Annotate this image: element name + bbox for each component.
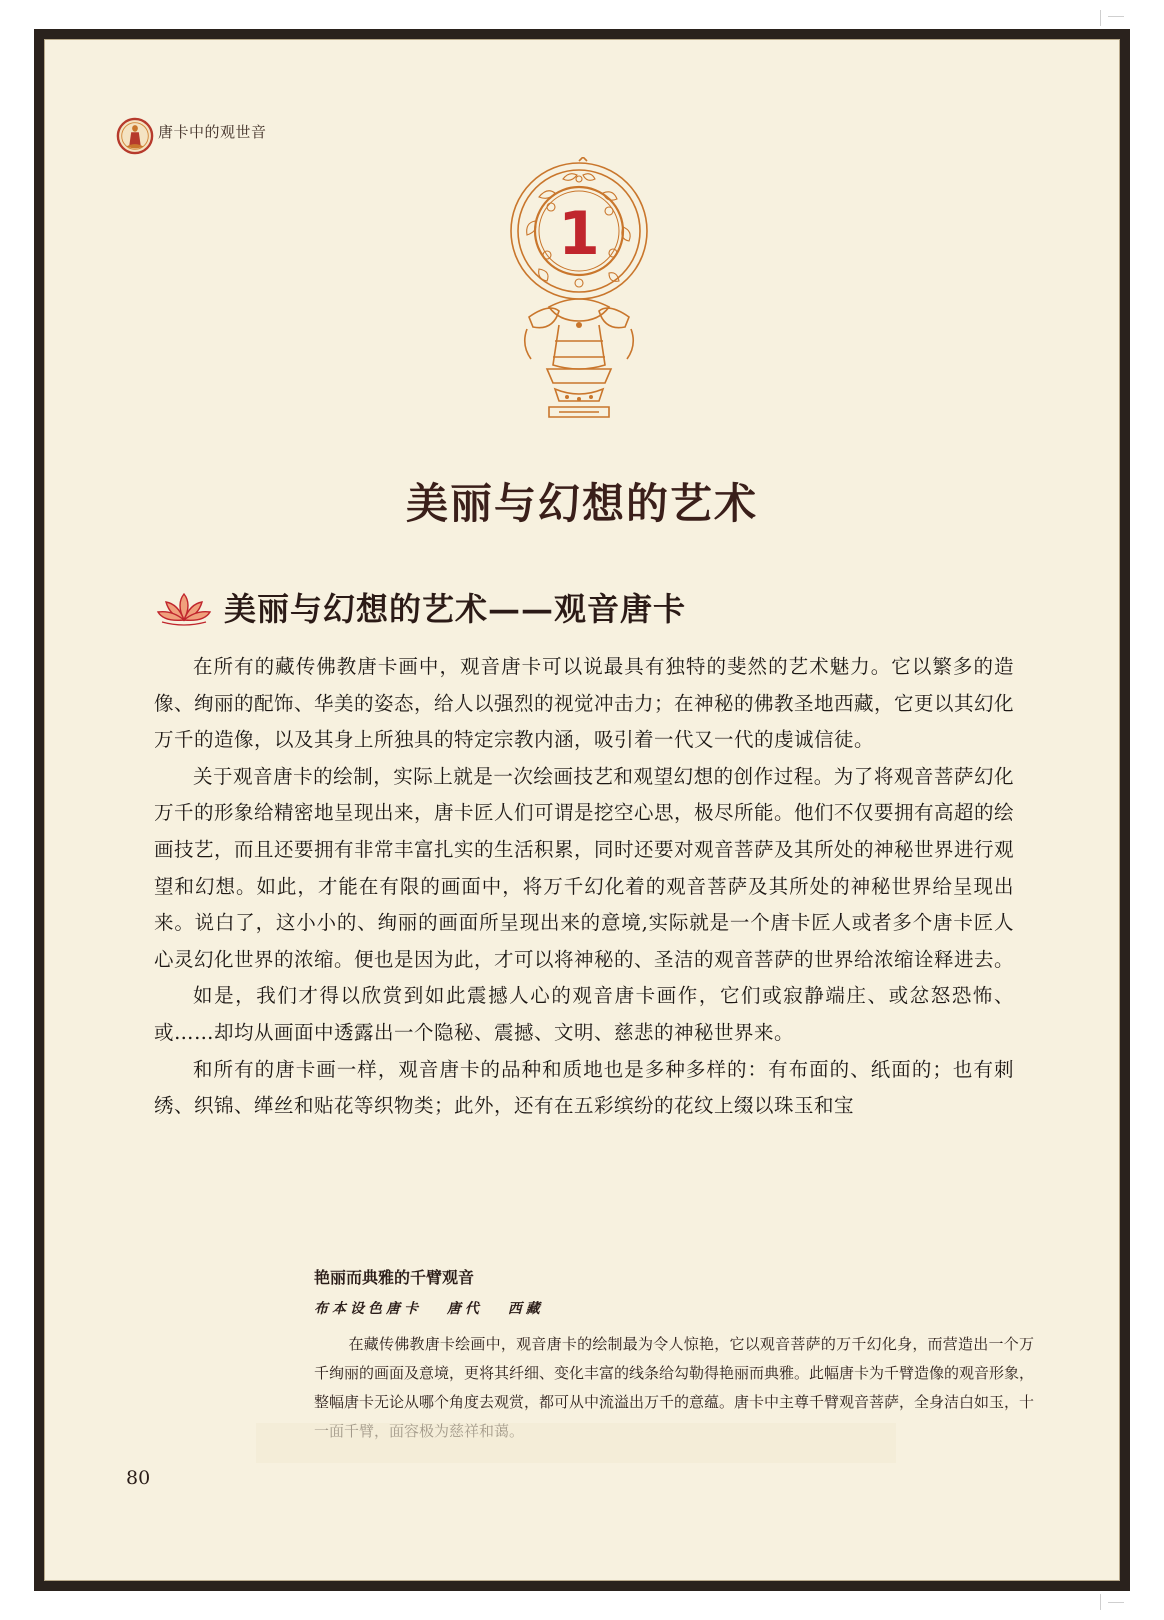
caption-subtitle: 布本设色唐卡 唐代 西藏: [314, 1301, 544, 1317]
body-paragraph: 在所有的藏传佛教唐卡画中，观音唐卡可以说最具有独特的斐然的艺术魅力。它以繁多的造像、绚丽的配饰、华美的姿态，给人以强烈的视觉冲击力；在神秘的佛教圣地西藏，它更以其幻化万千的造像，以及其身上所独具的特定宗教内涵，吸引着一代又一代的虔诚信徒。: [154, 655, 1015, 752]
caption-text: 在藏传佛教唐卡绘画中，观音唐卡的绘制最为令人惊艳，它以观音菩萨的万千幻化身，而营造出一个万千绚丽的画面及意境，更将其纤细、变化丰富的线条给勾勒得艳丽而典雅。此幅唐卡为千臂造像的观音形象，整幅唐卡无论从哪个角度去观赏，都可从中流溢出万千的意蕴。唐卡中主尊千臂观音菩萨，全身洁白如玉，十: [314, 1335, 1035, 1411]
crop-mark: [1108, 16, 1124, 17]
caption-shade: [256, 1423, 896, 1463]
medallion-ornament-icon: [509, 157, 649, 427]
guanyin-emblem-icon: [116, 117, 154, 155]
section-title: 美丽与幻想的艺术——观音唐卡: [224, 590, 687, 628]
crop-mark: [1108, 1602, 1124, 1603]
crop-mark: [1100, 10, 1101, 26]
body-paragraph: 关于观音唐卡的绘制，实际上就是一次绘画技艺和观望幻想的创作过程。为了将观音菩萨幻化万千的形象给精密地呈现出来，唐卡匠人们可谓是挖空心思，极尽所能。他们不仅要拥有高超的绘画技艺，而且还要拥有非常丰富扎实的生活积累，同时还要对观音菩萨及其所处的神秘世界进行观望和幻想。如此，才能在有限的画面中，将万千幻化着的观音菩萨及其所处的神秘世界给呈现出来。说白了，这小小的、绚丽的画面所呈现出来的意境,实际就是一个唐卡匠人或者多个唐卡匠人心灵幻化世界的浓缩。便也是因为此，才可以将神秘的、圣洁的观音菩萨的世界给浓缩诠释进去。: [154, 764, 1015, 971]
page-frame: [34, 29, 1130, 1591]
caption-title: 艳丽而典雅的千臂观音: [314, 1268, 475, 1287]
chapter-number: 1: [558, 199, 600, 269]
chapter-title: 美丽与幻想的艺术: [405, 479, 758, 528]
running-header: 唐卡中的观世音: [158, 123, 267, 141]
image-caption: [314, 1265, 1034, 1446]
body-paragraph: 如是，我们才得以欣赏到如此震撼人心的观音唐卡画作，它们或寂静端庄、或忿怒恐怖、或……却均从画面中透露出一个隐秘、震撼、文明、慈悲的神秘世界来。: [154, 984, 1014, 1044]
book-page: [44, 39, 1120, 1581]
page-number: 80: [126, 1467, 151, 1489]
body-paragraph: 和所有的唐卡画一样，观音唐卡的品种和质地也是多种多样的：有布面的、纸面的；也有刺绣、织锦、缂丝和贴花等织物类；此外，还有在五彩缤纷的花纹上缀以珠玉和宝: [154, 1057, 1014, 1118]
lotus-icon: [154, 588, 214, 628]
body-text: [154, 649, 1014, 1125]
crop-mark: [1100, 1594, 1101, 1610]
